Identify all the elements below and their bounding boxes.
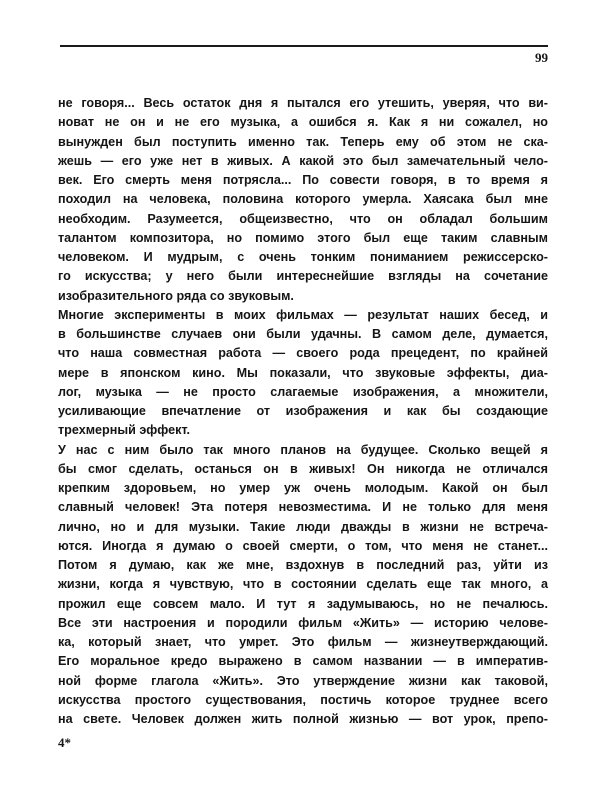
text-line: необходим. Разумеется, общеизвестно, что он обладал большим [58, 211, 548, 226]
text-line: крепким здоровьем, но умер уж очень молодым. Какой он был [58, 481, 548, 495]
text-line: Многие эксперименты в моих фильмах — результат наших бесед, и [58, 307, 548, 322]
text-line: походил на человека, половина которого умерла. Хаясака был мне [58, 192, 548, 207]
text-line: на свете. Человек должен жить полной жизнью — вот урок, препо- [58, 712, 548, 726]
text-line: славный человек! Эта потеря невозместима. И не только для меня [58, 500, 548, 515]
text-line: человеком. И мудрым, с очень тонким пониманием режиссерско- [58, 250, 548, 264]
body-text [58, 94, 548, 729]
text-line: не говоря... Весь остаток дня я пытался его утешить, уверяя, что ви- [58, 96, 548, 110]
text-line: ются. Иногда я думаю о своей смерти, о том, что меня не станет... [58, 538, 548, 553]
text-line: вынужден был поступить именно так. Теперь ему об этом не ска- [58, 134, 548, 149]
signature-mark: 4* [58, 735, 71, 750]
text-line: жешь — его уже нет в живых. А какой это был замечательный чело- [58, 153, 548, 168]
text-line: изобразительного ряда со звуковым. [58, 288, 294, 303]
text-line: в большинстве случаев они были удачны. В самом деле, думается, [58, 327, 548, 341]
text-line: новат не он и не его музыка, а ошибся я. Как я ни сожалел, но [58, 115, 548, 130]
text-line: Все эти настроения и породили фильм «Жить» — историю челове- [58, 615, 548, 630]
text-line: что наша совместная работа — своего рода прецедент, по крайней [58, 346, 548, 361]
text-line: ной форме глагола «Жить». Это утверждение жизни как таковой, [58, 673, 548, 688]
text-line: Его моральное кредо выражено в самом названии — в императив- [58, 654, 548, 669]
text-line: искусства простого существования, постичь которое труднее всего [58, 692, 548, 707]
text-line: талантом композитора, но помимо этого был еще таким славным [58, 230, 548, 245]
page-number: 99 [535, 50, 548, 65]
text-line: лог, музыка — не просто слагаемые изображения, а множители, [58, 384, 548, 399]
text-line: лично, но и для музыки. Такие люди дважды в жизни не встреча- [58, 519, 548, 534]
text-line: мере в японском кино. Мы показали, что звуковые эффекты, диа- [58, 365, 548, 380]
header-rule [60, 45, 548, 47]
text-line: век. Его смерть меня потрясла... По совести говоря, в то время я [58, 173, 548, 187]
text-line: бы смог сделать, останься он в живых! Он никогда не отличался [58, 461, 548, 476]
text-line: жизни, когда я чувствую, что в состоянии сделать еще так много, а [58, 577, 548, 592]
text-line: трехмерный эффект. [58, 423, 191, 438]
text-line: прожил еще совсем мало. И тут я задумываюсь, но не печалюсь. [58, 596, 548, 611]
text-line: го искусства; у него были интереснейшие взгляды на сочетание [58, 269, 548, 284]
text-line: У нас с ним было так много планов на будущее. Сколько вещей я [58, 442, 548, 457]
text-line: усиливающие впечатление от изображения и как бы создающие [58, 404, 548, 418]
text-line: ка, который знает, что умрет. Это фильм — жизнеутверждающий. [58, 635, 548, 649]
text-line: Потом я думаю, как же мне, вздохнув в последний раз, уйти из [58, 558, 548, 572]
